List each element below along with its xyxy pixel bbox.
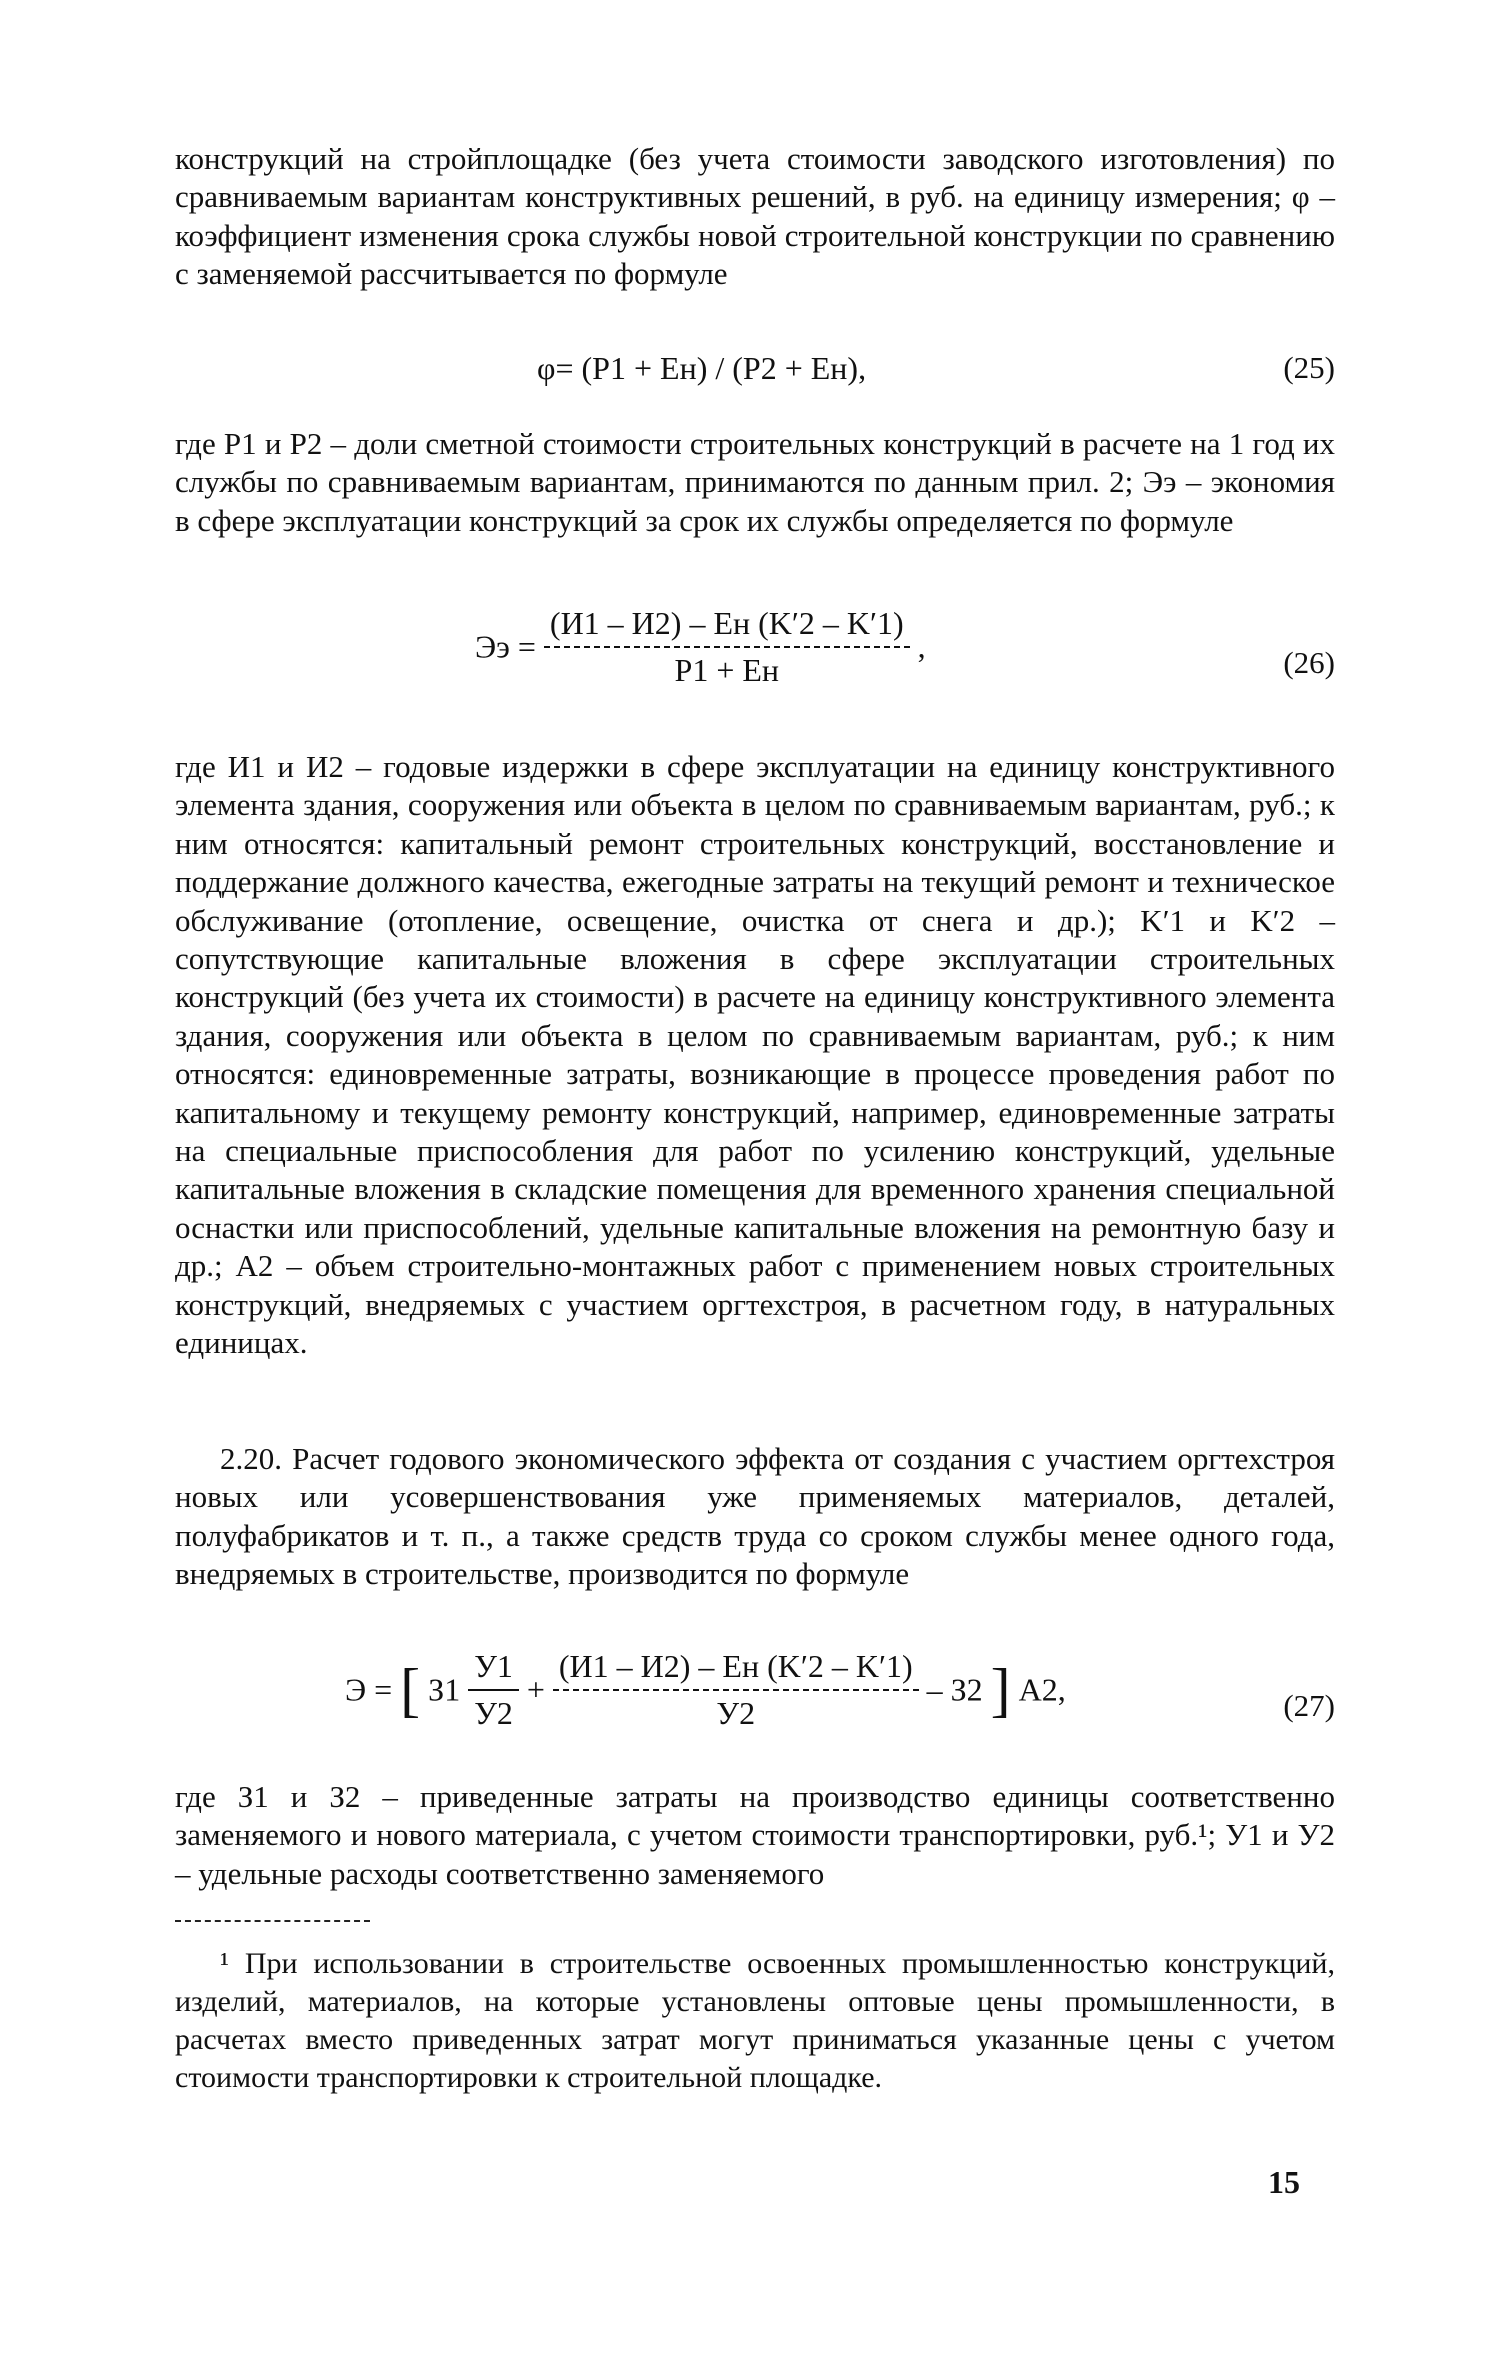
paragraph-5-text: где З1 и З2 – приведенные затраты на производство единицы соответственно заменяемого и нового материала, с учетом стоимости транспортировки, руб.¹; У1 и У2 – удельные расходы соответственно заменяемого [175,1779,1335,1891]
footnote [175,1945,1335,2097]
formula-27 [175,1648,1335,1768]
formula-27-frac1-denominator: У2 [474,1695,513,1731]
paragraph-5 [175,1778,1335,1893]
paragraph-2-text: где P1 и P2 – доли сметной стоимости строительных конструкций в расчете на 1 год их службы по сравниваемым вариантам, принимаются по данным прил. 2; Ээ – экономия в сфере эксплуатации конструкций за срок их службы определяется по формуле [175,426,1335,538]
footnote-text: ¹ При использовании в строительстве освоенных промышленностью конструкций, изделий, материалов, на которые установлены оптовые цены промышленности, в расчетах вместо приведенных затрат могут приниматься указанные цены с учетом стоимости транспортировки к строительной площадке. [175,1947,1335,2094]
paragraph-3-text: где И1 и И2 – годовые издержки в сфере эксплуатации на единицу конструктивного элемента здания, сооружения или объекта в целом по сравниваемым вариантам, руб.; к ним относятся: капитальный ремонт строительных конструкций, восстановление и поддержание должного качества, ежегодные затраты на текущий ремонт и техническое обслуживание (отопление, освещение, очистка от снега и др.); K′1 и K′2 – сопутствующие капитальные вложения в сфере эксплуатации строительных конструкций (без учета их стоимости) в расчете на единицу конструктивного элемента здания, сооружения или объекта в целом по сравниваемым вариантам, руб.; к ним относятся: единовременные затраты, возникающие в процессе проведения работ по капитальному и текущему ремонту конструкций, например, единовременные затраты на специальные приспособления для работ по усилению конструкций, удельные капитальные вложения в складские помещения для временного хранения специальной оснастки или приспособлений, удельные капитальные вложения на ремонтную базу и др.; A2 – объем строительно-монтажных работ с применением новых строительных конструкций, внедряемых с участием оргтехстроя, в расчетном году, в натуральных единицах. [175,749,1335,1361]
paragraph-4-text: 2.20. Расчет годового экономического эффекта от создания с участием оргтехстроя новых или усовершенствования уже применяемых материалов, деталей, полуфабрикатов и т. п., а также средств труда со сроком службы менее одного года, внедряемых в строительстве, производится по формуле [175,1441,1335,1592]
close-bracket-icon: ] [990,1657,1011,1723]
formula-25-expr: φ= (P1 + Eн) / (P2 + Eн), [537,350,867,386]
formula-26-numerator: (И1 – И2) – Eн (K′2 – K′1) [544,605,910,648]
formula-26 [175,605,1335,725]
formula-26-lhs: Ээ = [475,628,536,665]
paragraph-1-text: конструкций на стройплощадке (без учета стоимости заводского изготовления) по сравниваемым вариантам конструктивных решений, в руб. на единицу измерения; φ – коэффициент изменения срока службы новой строительной конструкции по сравнению с заменяемой рассчитывается по формуле [175,141,1335,292]
paragraph-2 [175,425,1335,540]
formula-27-frac1-numerator: У1 [468,1648,519,1691]
open-bracket-icon: [ [400,1657,421,1723]
page-number: 15 [1268,2164,1300,2200]
formula-25-number: (25) [1283,350,1335,385]
paragraph-4 [175,1440,1335,1594]
formula-27-number: (27) [1283,1688,1335,1723]
formula-27-fraction-2 [553,1648,919,1732]
formula-27-frac2-numerator: (И1 – И2) – Eн (K′2 – K′1) [553,1648,919,1691]
formula-27-body [345,1648,1066,1732]
formula-27-minus-term: – З2 [926,1671,983,1708]
formula-26-tail: , [917,628,926,665]
formula-27-frac2-denominator: У2 [716,1695,756,1731]
formula-26-fraction [544,605,910,689]
formula-27-fraction-1 [468,1648,519,1732]
footnote-divider [175,1920,370,1922]
formula-27-plus: + [526,1671,545,1708]
paragraph-3 [175,748,1335,1363]
formula-27-tail: A2, [1018,1671,1066,1708]
formula-27-lhs: Э = [345,1671,393,1708]
formula-26-number: (26) [1283,645,1335,680]
formula-27-term1: З1 [428,1671,461,1708]
paragraph-1 [175,140,1335,294]
formula-26-body [475,605,926,689]
formula-26-denominator: P1 + Eн [674,652,780,688]
